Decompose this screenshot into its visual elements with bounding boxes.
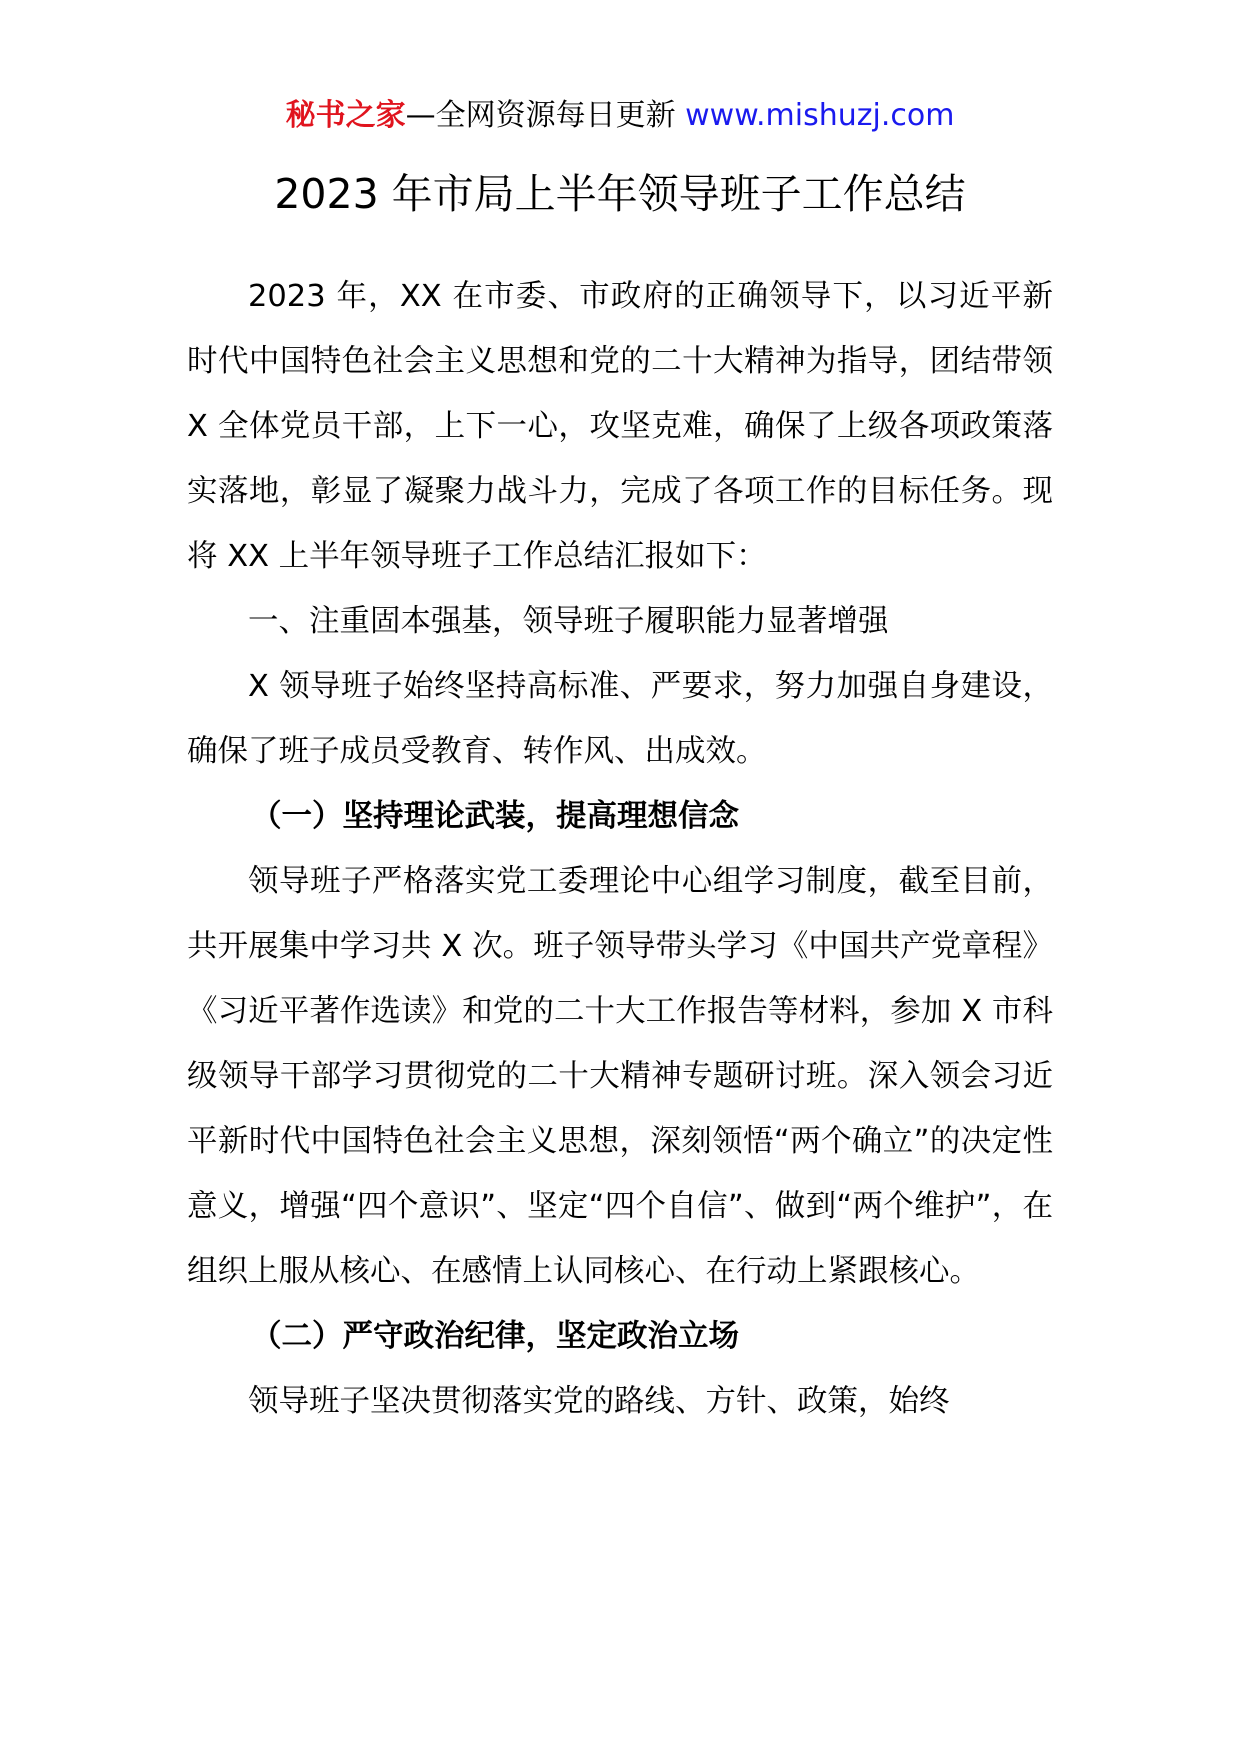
paragraph-subsection-2: 领导班子坚决贯彻落实党的路线、方针、政策，始终	[248, 1384, 950, 1419]
section-heading-1: 一、注重固本强基，领导班子履职能力显著增强	[248, 604, 889, 639]
subheading-1: （一）坚持理论武装，提高理想信念	[251, 799, 740, 834]
paragraph-intro: 2023 年，XX 在市委、市政府的正确领导下，以习近平新时代中国特色社会主义思想和党的二十大精神为指导，团结带领 X 全体党员干部，上下一心，攻坚克难，确保了上级各项政策落实落地，彰显了凝聚力战斗力，完成了各项工作的目标任务。现将 XX 上半年领导班子工作总结汇报如下：	[187, 279, 1053, 574]
site-banner	[0, 96, 1240, 136]
document-title: 2023 年市局上半年领导班子工作总结	[274, 170, 966, 218]
subheading-2: （二）严守政治纪律，坚定政治立场	[251, 1319, 740, 1354]
site-tagline: —全网资源每日更新	[405, 98, 676, 133]
site-brand: 秘书之家	[285, 98, 406, 133]
document-body	[187, 264, 1053, 1434]
site-url-link[interactable]: www.mishuzj.com	[685, 98, 955, 133]
paragraph-section-1: X 领导班子始终坚持高标准、严要求，努力加强自身建设，确保了班子成员受教育、转作风、出成效。	[187, 669, 1053, 769]
paragraph-subsection-1: 领导班子严格落实党工委理论中心组学习制度，截至目前，共开展集中学习共 X 次。班子领导带头学习《中国共产党章程》《习近平著作选读》和党的二十大工作报告等材料，参加 X 市科级领导干部学习贯彻党的二十大精神专题研讨班。深入领会习近平新时代中国特色社会主义思想，深刻领悟“两个确立”的决定性意义，增强“四个意识”、坚定“四个自信”、做到“两个维护”，在组织上服从核心、在感情上认同核心、在行动上紧跟核心。	[187, 864, 1053, 1289]
